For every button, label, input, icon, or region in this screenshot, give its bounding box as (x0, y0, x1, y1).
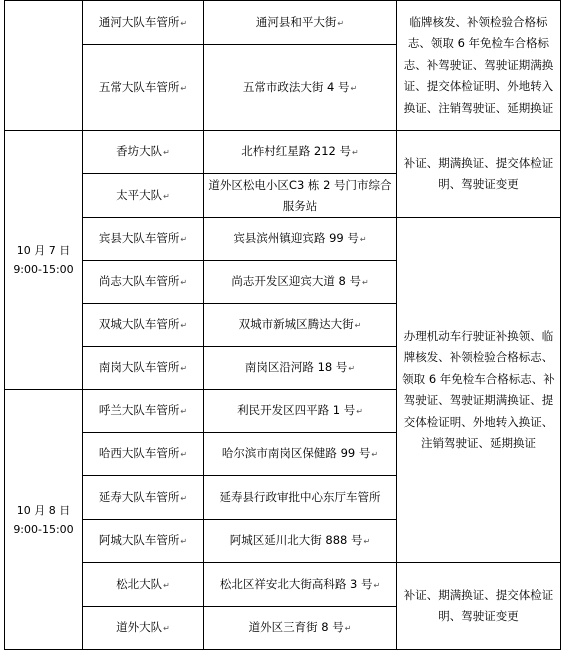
table-row (5, 218, 561, 261)
table-row (5, 563, 561, 607)
date-day: 10 月 7 日 (16, 244, 71, 257)
station-cell: 宾县大队车管所↵ (83, 218, 204, 261)
services-cell: 补证、期满换证、提交体检证明、驾驶证变更 (397, 131, 561, 218)
date-cell (5, 390, 83, 650)
station-cell: 哈西大队车管所↵ (83, 433, 204, 476)
address-cell: 通河县和平大街↵ (204, 1, 397, 45)
address-cell: 双城市新城区腾达大街↵ (204, 304, 397, 347)
station-cell: 松北大队↵ (83, 563, 204, 607)
address-cell: 哈尔滨市南岗区保健路 99 号↵ (204, 433, 397, 476)
address-cell: 北柞村红星路 212 号↵ (204, 131, 397, 174)
address-cell: 宾县滨州镇迎宾路 99 号↵ (204, 218, 397, 261)
station-cell: 南岗大队车管所↵ (83, 347, 204, 390)
station-cell: 延寿大队车管所↵ (83, 476, 204, 520)
date-cell-top-empty (5, 1, 83, 131)
date-cell (5, 131, 83, 390)
station-cell: 双城大队车管所↵ (83, 304, 204, 347)
date-time: 9:00-15:00 (13, 263, 74, 276)
address-cell: 道外区松电小区C3 栋 2 号门市综合服务站 (204, 174, 397, 218)
table-row (5, 1, 561, 45)
station-cell: 五常大队车管所↵ (83, 45, 204, 131)
station-cell: 阿城大队车管所↵ (83, 520, 204, 563)
date-day: 10 月 8 日 (16, 503, 71, 517)
station-cell: 通河大队车管所↵ (83, 1, 204, 45)
services-cell: 临牌核发、补领检验合格标志、领取 6 年免检车合格标志、补驾驶证、驾驶证期满换证、提交体检证明、外地转入换证、注销驾驶证、延期换证 (397, 1, 561, 131)
station-cell: 尚志大队车管所↵ (83, 261, 204, 304)
address-cell: 松北区祥安北大街高科路 3 号↵ (204, 563, 397, 607)
station-cell: 呼兰大队车管所↵ (83, 390, 204, 433)
address-cell: 道外区三育街 8 号↵ (204, 607, 397, 650)
schedule-table (4, 0, 561, 650)
address-cell: 五常市政法大街 4 号↵ (204, 45, 397, 131)
station-cell: 道外大队↵ (83, 607, 204, 650)
date-time: 9:00-15:00 (13, 522, 74, 536)
address-cell: 利民开发区四平路 1 号↵ (204, 390, 397, 433)
station-cell: 香坊大队↵ (83, 131, 204, 174)
address-cell: 南岗区沿河路 18 号↵ (204, 347, 397, 390)
services-cell: 补证、期满换证、提交体检证明、驾驶证变更 (397, 563, 561, 650)
address-cell: 尚志开发区迎宾大道 8 号↵ (204, 261, 397, 304)
station-cell: 太平大队↵ (83, 174, 204, 218)
table-row (5, 131, 561, 174)
address-cell: 阿城区延川北大街 888 号↵ (204, 520, 397, 563)
address-cell: 延寿县行政审批中心东厅车管所 (204, 476, 397, 520)
services-cell: 办理机动车行驶证补换领、临牌核发、补领检验合格标志、领取 6 年免检车合格标志、补驾驶证、驾驶证期满换证、提交体检证明、外地转入换证、注销驾驶证、延期换证 (397, 218, 561, 563)
